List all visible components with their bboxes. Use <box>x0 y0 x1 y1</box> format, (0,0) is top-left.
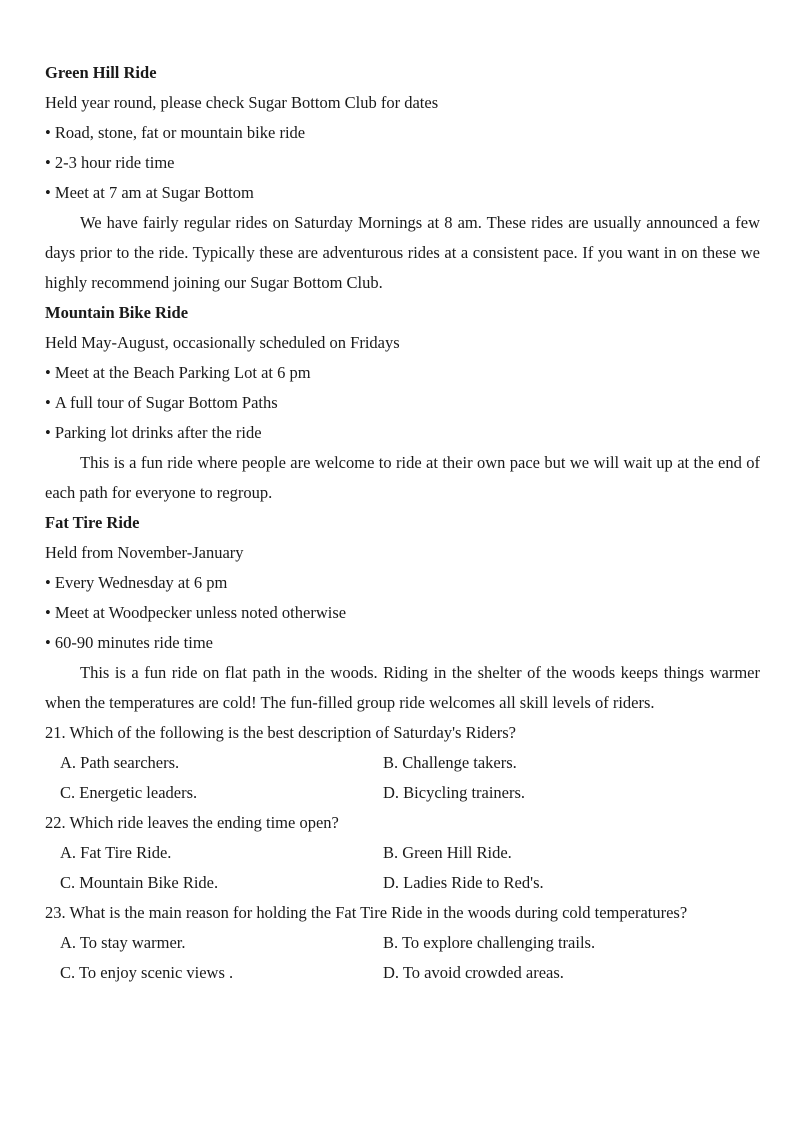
document-page <box>45 58 760 988</box>
option-d: D. Bicycling trainers. <box>383 783 526 802</box>
option-c: C. To enjoy scenic views . <box>60 963 234 982</box>
bullet-item: • Meet at the Beach Parking Lot at 6 pm <box>45 358 760 388</box>
bullet-item: • 60-90 minutes ride time <box>45 628 760 658</box>
section-title-green-hill: Green Hill Ride <box>45 63 157 82</box>
section-description-fat-tire: This is a fun ride on flat path in the woods. Riding in the shelter of the woods keeps things warmer when the temperatures are cold! The fun-filled group ride welcomes all skill levels of riders. <box>45 663 760 712</box>
bullet-item: • Parking lot drinks after the ride <box>45 418 760 448</box>
options-row <box>45 928 760 958</box>
option-a: A. Fat Tire Ride. <box>60 843 172 862</box>
section-description-green-hill: We have fairly regular rides on Saturday Mornings at 8 am. These rides are usually announced a few days prior to the ride. Typically these are adventurous rides at a consistent pace. If you want in on these we highly recommend joining our Sugar Bottom Club. <box>45 213 760 292</box>
bullet-item: • 2-3 hour ride time <box>45 148 760 178</box>
bullet-item: • A full tour of Sugar Bottom Paths <box>45 388 760 418</box>
bullet-item: • Every Wednesday at 6 pm <box>45 568 760 598</box>
option-c: C. Energetic leaders. <box>60 783 198 802</box>
option-d: D. Ladies Ride to Red's. <box>383 873 544 892</box>
section-description-mountain-bike: This is a fun ride where people are welcome to ride at their own pace but we will wait up at the end of each path for everyone to regroup. <box>45 453 760 502</box>
bullet-item: • Meet at Woodpecker unless noted otherwise <box>45 598 760 628</box>
question-23: 23. What is the main reason for holding the Fat Tire Ride in the woods during cold temperatures? <box>45 903 688 922</box>
options-row <box>45 868 760 898</box>
option-b: B. Green Hill Ride. <box>383 843 512 862</box>
bullet-item: • Meet at 7 am at Sugar Bottom <box>45 178 760 208</box>
option-a: A. To stay warmer. <box>60 933 186 952</box>
section-title-fat-tire: Fat Tire Ride <box>45 513 140 532</box>
option-b: B. To explore challenging trails. <box>383 933 596 952</box>
options-row <box>45 778 760 808</box>
question-22: 22. Which ride leaves the ending time open? <box>45 813 339 832</box>
section-held-green-hill: Held year round, please check Sugar Bottom Club for dates <box>45 93 439 112</box>
option-d: D. To avoid crowded areas. <box>383 963 564 982</box>
section-held-mountain-bike: Held May-August, occasionally scheduled on Fridays <box>45 333 400 352</box>
options-row <box>45 748 760 778</box>
option-a: A. Path searchers. <box>60 753 180 772</box>
bullet-item: • Road, stone, fat or mountain bike ride <box>45 118 760 148</box>
question-21: 21. Which of the following is the best description of Saturday's Riders? <box>45 723 516 742</box>
section-title-mountain-bike: Mountain Bike Ride <box>45 303 189 322</box>
option-c: C. Mountain Bike Ride. <box>60 873 219 892</box>
options-row <box>45 958 760 988</box>
section-held-fat-tire: Held from November-January <box>45 543 244 562</box>
option-b: B. Challenge takers. <box>383 753 517 772</box>
options-row <box>45 838 760 868</box>
